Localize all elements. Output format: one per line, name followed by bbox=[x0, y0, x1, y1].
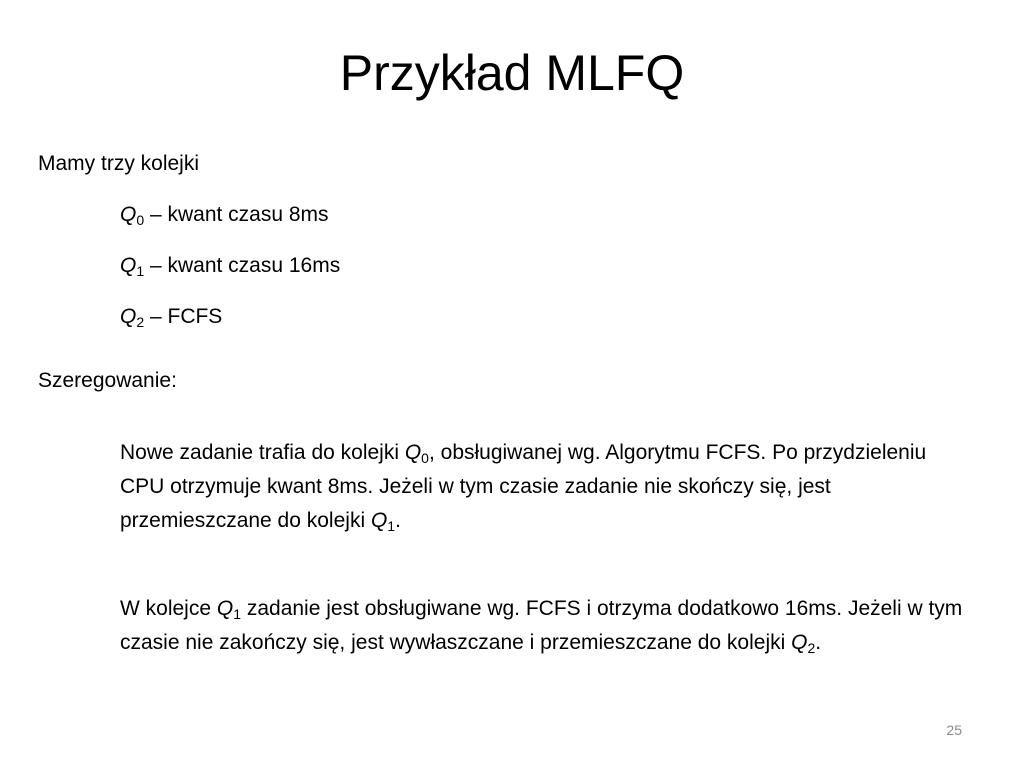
queue-item-q1 bbox=[120, 249, 988, 283]
slide-title: Przykład MLFQ bbox=[339, 45, 685, 101]
queue-symbol: $Q_1$ bbox=[120, 254, 145, 279]
slide-content bbox=[38, 147, 988, 681]
queue-description: – FCFS bbox=[144, 305, 223, 328]
scheduling-paragraph-1: Nowe zadanie trafia do kolejki $Q_0$, obsługiwanej wg. Algorytmu FCFS. Po przydzieleniu CPU otrzymuje kwant 8ms. Jeżeli w tym czasie zadanie nie skończy się, jest przemieszczane do kolejki $Q_1$. bbox=[120, 441, 927, 534]
queue-symbol: $Q_0$ bbox=[120, 203, 145, 228]
intro-text: Mamy trzy kolejki bbox=[38, 152, 200, 175]
page-number: 25 bbox=[946, 722, 962, 738]
scheduling-heading: Szeregowanie: bbox=[38, 369, 177, 392]
queue-symbol: $Q_2$ bbox=[120, 305, 145, 330]
queue-item-q2 bbox=[120, 300, 988, 334]
queue-description: – kwant czasu 16ms bbox=[144, 254, 341, 277]
queue-description: – kwant czasu 8ms bbox=[144, 203, 329, 226]
queue-symbol: $Q_1$ bbox=[370, 509, 396, 534]
queue-item-q0 bbox=[120, 198, 988, 232]
scheduling-paragraph-2: W kolejce $Q_1$ zadanie jest obsługiwane wg. FCFS i otrzyma dodatkowo 16ms. Jeżeli w tym czasie nie zakończy się, jest wywłaszczane i przemieszczane do kolejki $Q_2$. bbox=[120, 597, 963, 656]
queue-symbol: $Q_1$ bbox=[216, 597, 241, 622]
queue-symbol: $Q_2$ bbox=[791, 631, 816, 656]
queue-symbol: $Q_0$ bbox=[404, 441, 429, 466]
